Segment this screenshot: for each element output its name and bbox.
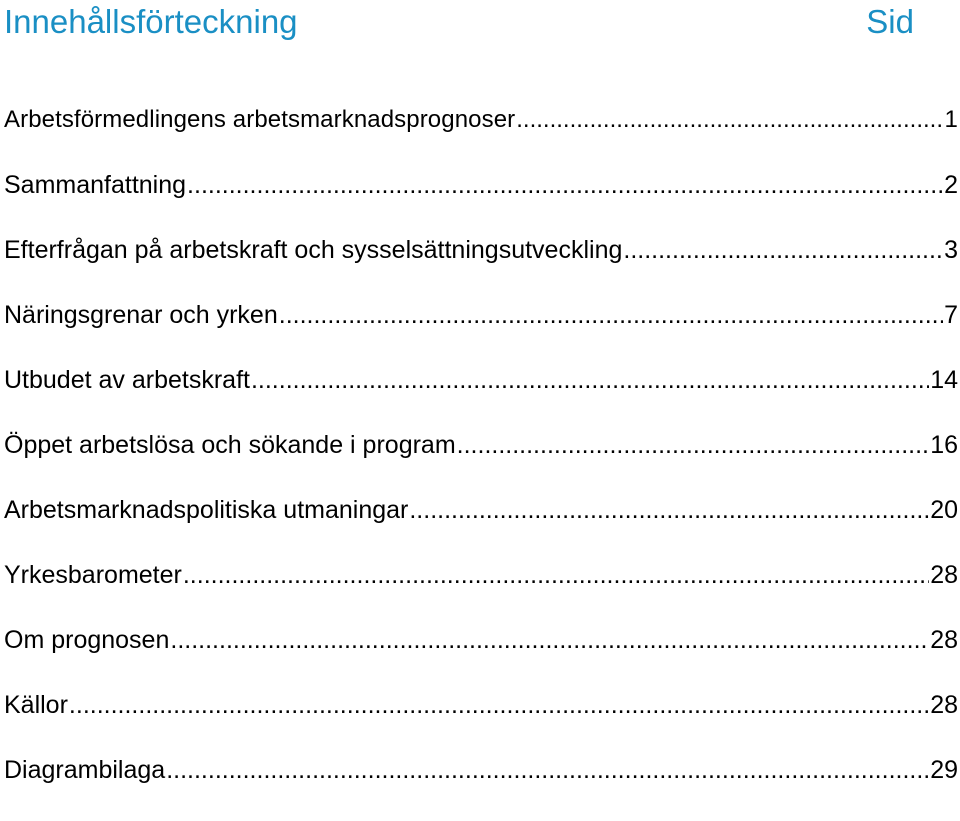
toc-entry-page: 2 bbox=[944, 171, 958, 199]
toc-entry-title: Om prognosen bbox=[4, 626, 170, 654]
toc-entry[interactable] bbox=[4, 236, 958, 301]
toc-entry[interactable] bbox=[4, 626, 958, 691]
toc-entry-title: Yrkesbarometer bbox=[4, 561, 182, 589]
dot-leader bbox=[170, 626, 929, 655]
dot-leader bbox=[166, 756, 929, 785]
toc-entry-page: 1 bbox=[944, 106, 958, 133]
toc-entry[interactable] bbox=[4, 561, 958, 626]
toc-entry-page: 20 bbox=[930, 496, 958, 524]
toc-entry[interactable] bbox=[4, 496, 958, 561]
dot-leader bbox=[187, 171, 943, 200]
dot-leader bbox=[279, 301, 943, 330]
toc-entry-title: Arbetsmarknadspolitiska utmaningar bbox=[4, 496, 409, 524]
dot-leader bbox=[183, 561, 929, 590]
dot-leader bbox=[623, 236, 943, 265]
toc-entry[interactable] bbox=[4, 171, 958, 236]
dot-leader bbox=[409, 496, 929, 525]
toc-entry-title: Öppet arbetslösa och sökande i program bbox=[4, 431, 456, 459]
dot-leader bbox=[457, 431, 930, 460]
toc-header bbox=[4, 0, 914, 44]
toc-entry-page: 28 bbox=[930, 626, 958, 654]
toc-entry[interactable] bbox=[4, 756, 958, 821]
toc-entry[interactable] bbox=[4, 106, 958, 171]
toc-entry-title: Sammanfattning bbox=[4, 171, 187, 199]
toc-entry-title: Diagrambilaga bbox=[4, 756, 166, 784]
page-column-label: Sid bbox=[866, 3, 914, 40]
toc-entry-title: Näringsgrenar och yrken bbox=[4, 301, 278, 329]
toc-entry-page: 28 bbox=[930, 561, 958, 589]
toc-entry[interactable] bbox=[4, 691, 958, 756]
toc-entry-page: 29 bbox=[930, 756, 958, 784]
dot-leader bbox=[69, 691, 929, 720]
toc-entry-page: 16 bbox=[930, 431, 958, 459]
toc-entry-page: 14 bbox=[930, 366, 958, 394]
toc-entry-page: 28 bbox=[930, 691, 958, 719]
toc-entry-page: 3 bbox=[944, 236, 958, 264]
toc-entry-title: Efterfrågan på arbetskraft och sysselsättningsutveckling bbox=[4, 236, 623, 264]
toc-entry[interactable] bbox=[4, 301, 958, 366]
toc-entry-title: Källor bbox=[4, 691, 68, 719]
toc-entry[interactable] bbox=[4, 431, 958, 496]
toc-entry-title: Utbudet av arbetskraft bbox=[4, 366, 250, 394]
dot-leader bbox=[251, 366, 929, 395]
toc-list bbox=[4, 106, 958, 821]
dot-leader bbox=[516, 106, 943, 134]
toc-entry[interactable] bbox=[4, 366, 958, 431]
toc-heading: Innehållsförteckning bbox=[4, 3, 298, 40]
toc-entry-page: 7 bbox=[944, 301, 958, 329]
toc-entry-title: Arbetsförmedlingens arbetsmarknadsprognoser bbox=[4, 106, 516, 133]
